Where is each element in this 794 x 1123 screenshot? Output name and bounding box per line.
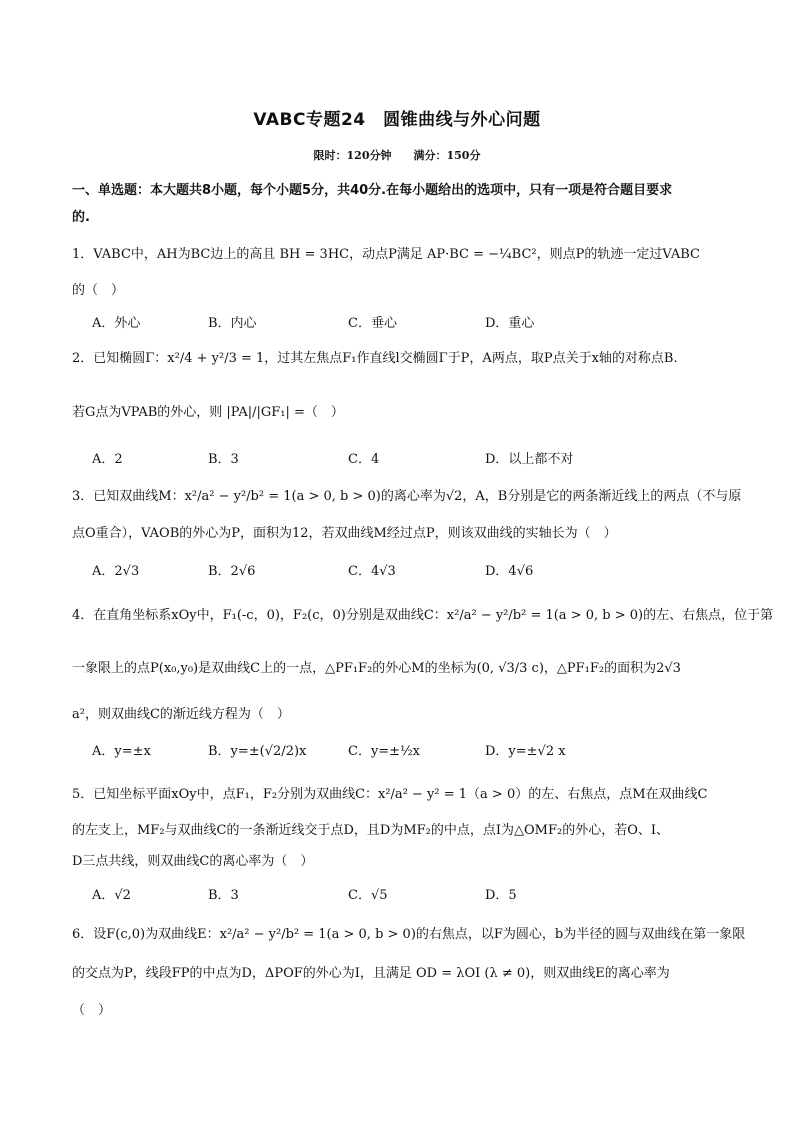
question-2-line-1: 2．已知椭圆Γ：x²/4 + y²/3 = 1，过其左焦点F₁作直线l交椭圆Γ于P，A两点，取P点关于x轴的对称点B.	[72, 351, 678, 366]
option-b[interactable]: B．2√6	[208, 564, 256, 579]
question-5-line-2: 的左支上，MF₂与双曲线C的一条渐近线交于点D，且D为MF₂的中点，点I为△OMF₂的外心，若O、I、	[72, 823, 670, 838]
question-6-line-2: 的交点为P，线段FP的中点为D，ΔPOF的外心为I，且满足 OD = λOI (λ ≠ 0)，则双曲线E的离心率为	[72, 966, 670, 981]
question-6-line-3: （ ）	[72, 1003, 112, 1018]
option-b[interactable]: B．内心	[208, 316, 257, 331]
question-3-line-2: 点O重合），VAOB的外心为P，面积为12，若双曲线M经过点P，则该双曲线的实轴长为（ ）	[72, 526, 617, 541]
option-a[interactable]: A．√2	[92, 888, 131, 903]
option-c[interactable]: C．√5	[348, 888, 388, 903]
option-a[interactable]: A．y=±x	[92, 744, 151, 759]
section-heading-cont: 的.	[72, 210, 90, 225]
option-d[interactable]: D．4√6	[485, 564, 534, 579]
question-4-line-1: 4．在直角坐标系xOy中，F₁(-c，0)，F₂(c，0)分别是双曲线C：x²/a² − y²/b² = 1(a > 0, b > 0)的左、右焦点，位于第	[72, 608, 774, 623]
question-4-line-3: a²，则双曲线C的渐近线方程为（ ）	[72, 707, 290, 722]
section-heading: 一、单选题：本大题共8小题，每个小题5分，共40分.在每小题给出的选项中，只有一项是符合题目要求	[72, 183, 673, 198]
option-c[interactable]: C．4	[348, 452, 380, 467]
question-1-line-2: 的（ ）	[72, 283, 125, 298]
option-c[interactable]: C．y=±½x	[348, 744, 421, 759]
option-d[interactable]: D．以上都不对	[485, 452, 574, 467]
option-b[interactable]: B．y=±(√2/2)x	[208, 744, 307, 759]
question-5-line-3: D三点共线，则双曲线C的离心率为（ ）	[72, 854, 314, 869]
question-4-line-2: 一象限上的点P(x₀,y₀)是双曲线C上的一点，△PF₁F₂的外心M的坐标为(0, √3/3 c)，△PF₁F₂的面积为2√3	[72, 661, 681, 676]
option-d[interactable]: D．y=±√2 x	[485, 744, 566, 759]
question-5-line-1: 5．已知坐标平面xOy中，点F₁，F₂分别为双曲线C：x²/a² − y² = 1（a > 0）的左、右焦点，点M在双曲线C	[72, 787, 708, 802]
option-d[interactable]: D．5	[485, 888, 517, 903]
question-2-line-2: 若G点为VPAB的外心，则 |PA|/|GF₁| =（ ）	[72, 405, 344, 420]
option-b[interactable]: B．3	[208, 888, 239, 903]
option-c[interactable]: C．垂心	[348, 316, 397, 331]
option-a[interactable]: A．2	[92, 452, 123, 467]
option-b[interactable]: B．3	[208, 452, 239, 467]
question-1-line-1: 1．VABC中，AH为BC边上的高且 BH = 3HC，动点P满足 AP·BC = −¼BC²，则点P的轨迹一定过VABC	[72, 247, 700, 262]
exam-info: 限时：120分钟 满分：150分	[313, 149, 481, 162]
question-3-line-1: 3．已知双曲线M：x²/a² − y²/b² = 1(a > 0, b > 0)的离心率为√2，A，B分别是它的两条渐近线上的两点（不与原	[72, 489, 742, 504]
option-a[interactable]: A．外心	[92, 316, 141, 331]
option-c[interactable]: C．4√3	[348, 564, 396, 579]
page-title: VABC专题24 圆锥曲线与外心问题	[253, 110, 541, 130]
option-a[interactable]: A．2√3	[92, 564, 140, 579]
question-6-line-1: 6．设F(c,0)为双曲线E：x²/a² − y²/b² = 1(a > 0, b > 0)的右焦点，以F为圆心，b为半径的圆与双曲线在第一象限	[72, 927, 746, 942]
option-d[interactable]: D．重心	[485, 316, 535, 331]
